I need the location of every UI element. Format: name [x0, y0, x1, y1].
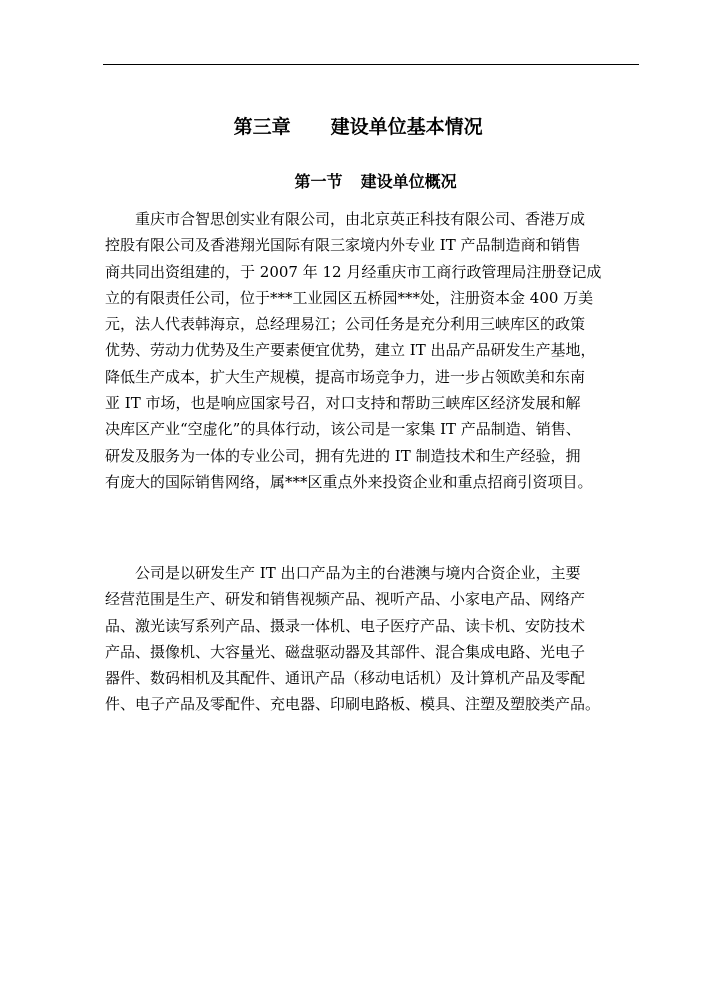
paragraph-line: 件、电子产品及零配件、充电器、印刷电路板、模具、注塑及塑胶类产品。: [105, 695, 601, 714]
paragraph-line: 降低生产成本，扩大生产规模，提高市场竞争力，进一步占领欧美和东南: [105, 367, 586, 386]
header-rule: [103, 64, 639, 65]
paragraph-line: 控股有限公司及香港翔光国际有限三家境内外专业 IT 产品制造商和销售: [105, 236, 581, 255]
paragraph-line: 品、激光读写系列产品、摄录一体机、电子医疗产品、读卡机、安防技术: [105, 616, 586, 635]
paragraph-line: 经营范围是生产、研发和销售视频产品、视听产品、小家电产品、网络产: [105, 590, 586, 609]
paragraph-line: 优势、劳动力优势及生产要素便宜优势，建立 IT 出品产品研发生产基地，: [105, 341, 596, 360]
paragraph-line: 立的有限责任公司，位于***工业园区五桥园***处，注册资本金 400 万美: [105, 288, 594, 307]
paragraph-line: 元，法人代表韩海京，总经理易江；公司任务是充分利用三峡库区的政策: [105, 315, 586, 334]
paragraph-line: 决库区产业“空虚化”的具体行动，该公司是一家集 IT 产品制造、销售、: [105, 420, 581, 439]
chapter-name: 建设单位基本情况: [330, 116, 483, 138]
section-name: 建设单位概况: [360, 172, 457, 191]
chapter-title: [0, 88, 703, 140]
chapter-number: 第三章: [233, 116, 291, 138]
paragraph-business-scope: [105, 560, 645, 718]
paragraph-line: 商共同出资组建的，于 2007 年 12 月经重庆市工商行政管理局注册登记成: [105, 262, 602, 281]
paragraph-line: 亚 IT 市场，也是响应国家号召，对口支持和帮助三峡库区经济发展和解: [105, 394, 581, 413]
paragraph-line: 公司是以研发生产 IT 出口产品为主的台港澳与境内合资企业，主要: [135, 564, 581, 582]
paragraph-line: 重庆市合智思创实业有限公司，由北京英正科技有限公司、香港万成: [135, 210, 586, 228]
paragraph-line: 产品、摄像机、大容量光、磁盘驱动器及其部件、混合集成电路、光电子: [105, 642, 586, 661]
paragraph-line: 有庞大的国际销售网络，属***区重点外来投资企业和重点招商引资项目。: [105, 472, 593, 491]
paragraph-company-overview: [105, 206, 645, 495]
paragraph-line: 器件、数码相机及其配件、通讯产品（移动电话机）及计算机产品及零配: [105, 669, 586, 688]
section-number: 第一节: [294, 172, 343, 191]
section-title: [0, 149, 703, 193]
paragraph-line: 研发及服务为一体的专业公司，拥有先进的 IT 制造技术和生产经验，拥: [105, 446, 581, 465]
